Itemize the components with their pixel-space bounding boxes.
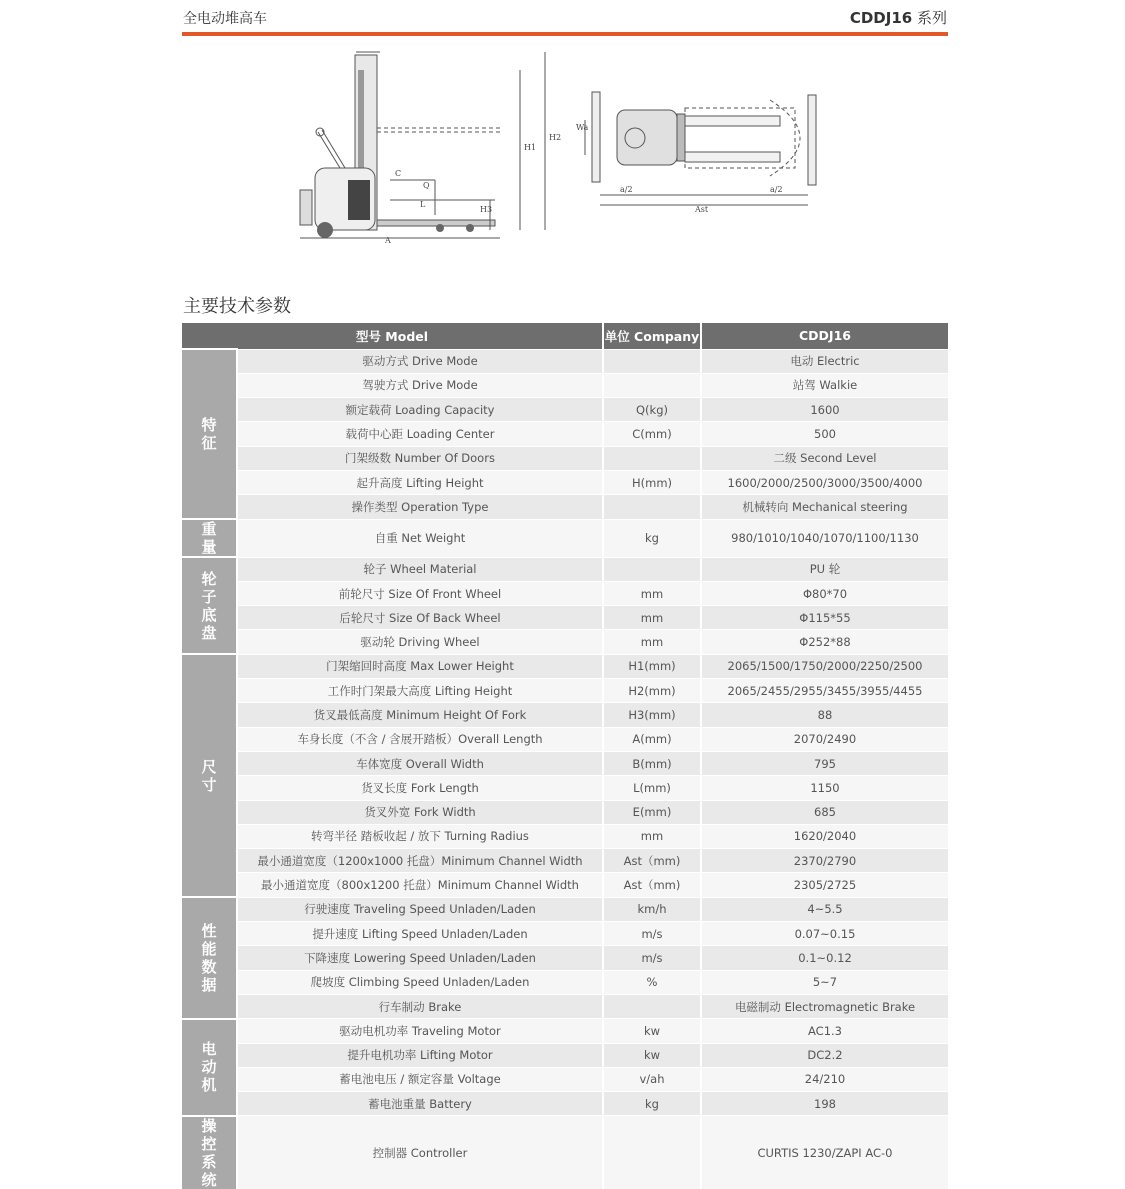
unit-cell: B(mm) — [603, 751, 701, 775]
header-accent-bar — [182, 32, 948, 36]
header-unit: 单位 Company — [603, 323, 701, 349]
param-cell: 自重 Net Weight — [237, 519, 603, 557]
table-row — [182, 654, 948, 678]
value-cell: CURTIS 1230/ZAPI AC-0 — [701, 1116, 948, 1189]
param-cell: 驱动轮 Driving Wheel — [237, 630, 603, 654]
value-cell: 980/1010/1040/1070/1100/1130 — [701, 519, 948, 557]
table-row — [182, 446, 948, 470]
category-cell — [182, 1116, 237, 1189]
table-row — [182, 751, 948, 775]
category-cell — [182, 519, 237, 557]
category-cell — [182, 1019, 237, 1116]
category-label: 电动机 — [201, 1040, 217, 1095]
value-cell: 4~5.5 — [701, 897, 948, 921]
unit-cell: H1(mm) — [603, 654, 701, 678]
table-row — [182, 727, 948, 751]
param-cell: 提升电机功率 Lifting Motor — [237, 1043, 603, 1067]
label-ast: Ast — [695, 205, 709, 214]
param-cell: 后轮尺寸 Size Of Back Wheel — [237, 606, 603, 630]
table-row — [182, 849, 948, 873]
table-row — [182, 1116, 948, 1189]
unit-cell — [603, 557, 701, 581]
param-cell: 车体宽度 Overall Width — [237, 751, 603, 775]
series-label — [850, 7, 947, 28]
unit-cell: mm — [603, 606, 701, 630]
unit-cell: m/s — [603, 922, 701, 946]
table-row — [182, 373, 948, 397]
category-label: 特征 — [201, 416, 217, 453]
side-view-drawing — [300, 52, 545, 238]
unit-cell: % — [603, 970, 701, 994]
table-row — [182, 994, 948, 1018]
param-cell: 额定载荷 Loading Capacity — [237, 398, 603, 422]
series-model: CDDJ16 — [849, 9, 913, 27]
unit-cell: km/h — [603, 897, 701, 921]
label-wa: Wa — [576, 123, 589, 132]
value-cell: 24/210 — [701, 1067, 948, 1091]
param-cell: 货叉长度 Fork Length — [237, 776, 603, 800]
param-cell: 提升速度 Lifting Speed Unladen/Laden — [237, 922, 603, 946]
unit-cell: v/ah — [603, 1067, 701, 1091]
value-cell: 795 — [701, 751, 948, 775]
table-header-row — [182, 323, 948, 349]
table-row — [182, 519, 948, 557]
category-label: 操控系统 — [201, 1116, 217, 1189]
label-q: Q — [423, 181, 430, 190]
param-cell: 起升高度 Lifting Height — [237, 470, 603, 494]
unit-cell — [603, 446, 701, 470]
table-row — [182, 922, 948, 946]
param-cell: 前轮尺寸 Size Of Front Wheel — [237, 581, 603, 605]
value-cell: 88 — [701, 703, 948, 727]
unit-cell: H2(mm) — [603, 679, 701, 703]
label-a: A — [385, 236, 391, 245]
value-cell: 198 — [701, 1092, 948, 1116]
label-h1: H1 — [524, 143, 537, 152]
unit-cell: kw — [603, 1019, 701, 1043]
param-cell: 行车制动 Brake — [237, 994, 603, 1018]
value-cell: Φ80*70 — [701, 581, 948, 605]
table-row — [182, 800, 948, 824]
value-cell: Φ252*88 — [701, 630, 948, 654]
unit-cell — [603, 373, 701, 397]
unit-cell — [603, 495, 701, 519]
table-row — [182, 581, 948, 605]
value-cell: 1620/2040 — [701, 824, 948, 848]
param-cell: 货叉外宽 Fork Width — [237, 800, 603, 824]
value-cell: AC1.3 — [701, 1019, 948, 1043]
param-cell: 转弯半径 踏板收起 / 放下 Turning Radius — [237, 824, 603, 848]
param-cell: 行驶速度 Traveling Speed Unladen/Laden — [237, 897, 603, 921]
value-cell: 2065/1500/1750/2000/2250/2500 — [701, 654, 948, 678]
table-row — [182, 495, 948, 519]
value-cell: 电动 Electric — [701, 349, 948, 373]
table-row — [182, 398, 948, 422]
unit-cell: C(mm) — [603, 422, 701, 446]
value-cell: 1150 — [701, 776, 948, 800]
label-c: C — [395, 169, 402, 178]
spec-table-body — [182, 349, 948, 1189]
unit-cell — [603, 349, 701, 373]
header-model: 型号 Model — [182, 323, 603, 349]
table-row — [182, 873, 948, 897]
label-h2: H2 — [549, 133, 562, 142]
label-a-half-right: a/2 — [770, 185, 783, 194]
table-row — [182, 824, 948, 848]
label-a-half-left: a/2 — [620, 185, 633, 194]
table-row — [182, 557, 948, 581]
param-cell: 最小通道宽度（1200x1000 托盘）Minimum Channel Width — [237, 849, 603, 873]
param-cell: 蓄电池电压 / 额定容量 Voltage — [237, 1067, 603, 1091]
unit-cell: mm — [603, 630, 701, 654]
value-cell: Φ115*55 — [701, 606, 948, 630]
table-row — [182, 1043, 948, 1067]
param-cell: 驾驶方式 Drive Mode — [237, 373, 603, 397]
unit-cell: H3(mm) — [603, 703, 701, 727]
label-l: L — [420, 200, 426, 209]
value-cell: 0.1~0.12 — [701, 946, 948, 970]
unit-cell: kg — [603, 519, 701, 557]
param-cell: 蓄电池重量 Battery — [237, 1092, 603, 1116]
param-cell: 操作类型 Operation Type — [237, 495, 603, 519]
table-row — [182, 1067, 948, 1091]
unit-cell: Q(kg) — [603, 398, 701, 422]
unit-cell: L(mm) — [603, 776, 701, 800]
param-cell: 工作时门架最大高度 Lifting Height — [237, 679, 603, 703]
header-value: CDDJ16 — [701, 323, 948, 349]
param-cell: 货叉最低高度 Minimum Height Of Fork — [237, 703, 603, 727]
param-cell: 下降速度 Lowering Speed Unladen/Laden — [237, 946, 603, 970]
category-cell — [182, 557, 237, 654]
table-row — [182, 470, 948, 494]
value-cell: DC2.2 — [701, 1043, 948, 1067]
param-cell: 爬坡度 Climbing Speed Unladen/Laden — [237, 970, 603, 994]
table-row — [182, 897, 948, 921]
param-cell: 最小通道宽度（800x1200 托盘）Minimum Channel Width — [237, 873, 603, 897]
table-row — [182, 776, 948, 800]
value-cell: 500 — [701, 422, 948, 446]
unit-cell: Ast（mm) — [603, 849, 701, 873]
param-cell: 车身长度（不含 / 含展开踏板）Overall Length — [237, 727, 603, 751]
unit-cell: kw — [603, 1043, 701, 1067]
unit-cell: E(mm) — [603, 800, 701, 824]
document-title: 全电动堆高车 — [183, 11, 267, 27]
param-cell: 门架缩回时高度 Max Lower Height — [237, 654, 603, 678]
category-label: 轮子底盘 — [201, 569, 217, 642]
table-row — [182, 946, 948, 970]
value-cell: 1600 — [701, 398, 948, 422]
value-cell: 站驾 Walkie — [701, 373, 948, 397]
unit-cell: m/s — [603, 946, 701, 970]
unit-cell: kg — [603, 1092, 701, 1116]
value-cell: 2305/2725 — [701, 873, 948, 897]
unit-cell: H(mm) — [603, 470, 701, 494]
param-cell: 门架级数 Number Of Doors — [237, 446, 603, 470]
value-cell: 2065/2455/2955/3455/3955/4455 — [701, 679, 948, 703]
unit-cell: mm — [603, 824, 701, 848]
table-row — [182, 679, 948, 703]
table-row — [182, 606, 948, 630]
table-row — [182, 970, 948, 994]
value-cell: 二级 Second Level — [701, 446, 948, 470]
table-row — [182, 1092, 948, 1116]
param-cell: 驱动方式 Drive Mode — [237, 349, 603, 373]
param-cell: 驱动电机功率 Traveling Motor — [237, 1019, 603, 1043]
section-title: 主要技术参数 — [183, 296, 291, 317]
param-cell: 控制器 Controller — [237, 1116, 603, 1189]
value-cell: PU 轮 — [701, 557, 948, 581]
param-cell: 载荷中心距 Loading Center — [237, 422, 603, 446]
value-cell: 0.07~0.15 — [701, 922, 948, 946]
category-cell — [182, 897, 237, 1018]
series-suffix: 系列 — [916, 9, 947, 27]
value-cell: 2070/2490 — [701, 727, 948, 751]
value-cell: 5~7 — [701, 970, 948, 994]
table-row — [182, 422, 948, 446]
table-row — [182, 349, 948, 373]
technical-drawings — [180, 40, 950, 260]
unit-cell: mm — [603, 581, 701, 605]
category-cell — [182, 349, 237, 519]
value-cell: 2370/2790 — [701, 849, 948, 873]
unit-cell: A(mm) — [603, 727, 701, 751]
spec-table — [182, 323, 948, 1189]
value-cell: 电磁制动 Electromagnetic Brake — [701, 994, 948, 1018]
value-cell: 685 — [701, 800, 948, 824]
unit-cell: Ast（mm) — [603, 873, 701, 897]
category-label: 重量 — [201, 520, 217, 557]
table-row — [182, 1019, 948, 1043]
category-label: 尺寸 — [201, 757, 217, 794]
label-h3: H3 — [480, 205, 493, 214]
value-cell: 机械转向 Mechanical steering — [701, 495, 948, 519]
category-cell — [182, 654, 237, 897]
table-row — [182, 703, 948, 727]
unit-cell — [603, 994, 701, 1018]
value-cell: 1600/2000/2500/3000/3500/4000 — [701, 470, 948, 494]
unit-cell — [603, 1116, 701, 1189]
table-row — [182, 630, 948, 654]
param-cell: 轮子 Wheel Material — [237, 557, 603, 581]
category-label: 性能数据 — [201, 921, 217, 994]
